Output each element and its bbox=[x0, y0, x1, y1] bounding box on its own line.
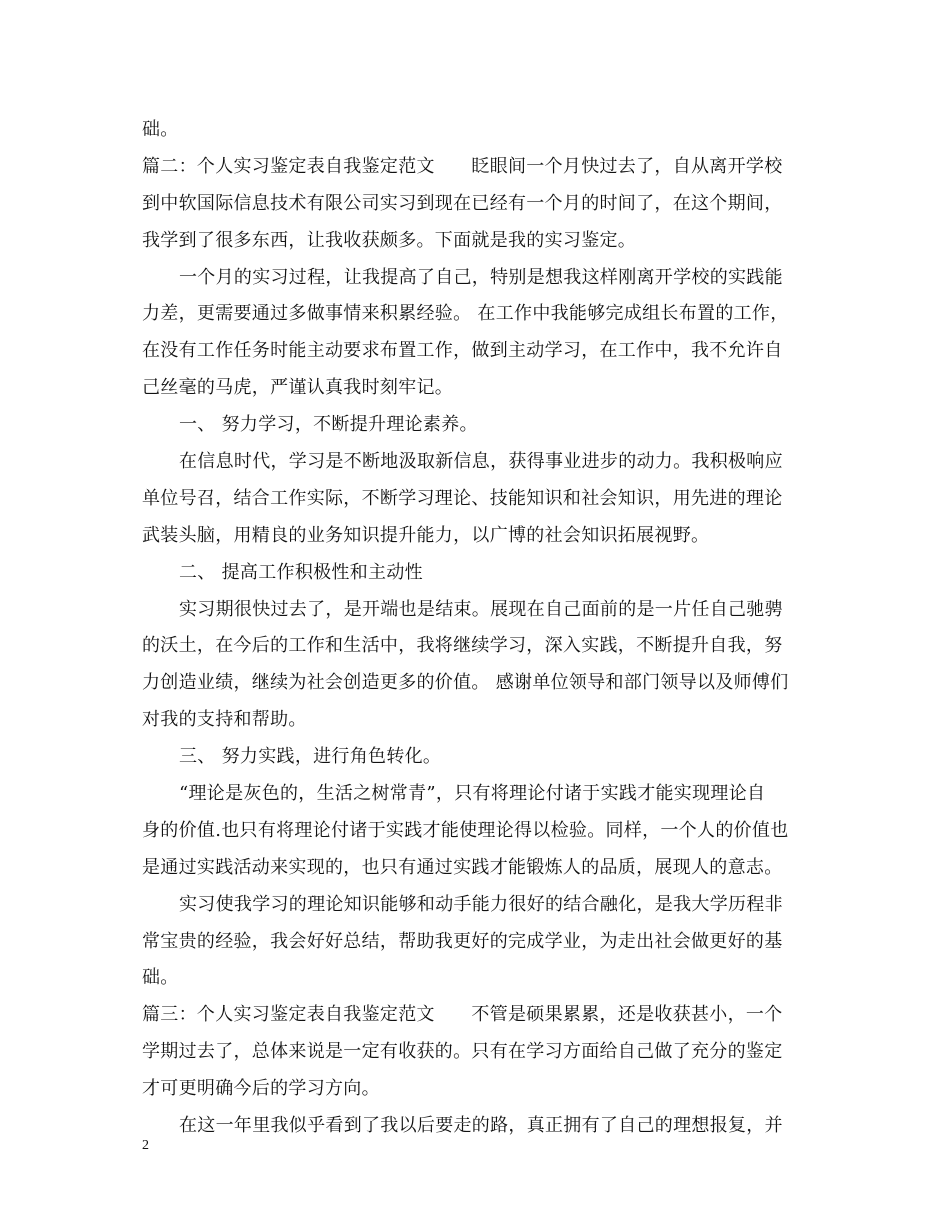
text-line: 力创造业绩，继续为社会创造更多的价值。 感谢单位领导和部门领导以及师傅们 bbox=[142, 672, 789, 694]
text-line: 实习期很快过去了，是开端也是结束。展现在自己面前的是一片任自己驰骋 bbox=[179, 598, 783, 620]
text-line: 对我的支持和帮助。 bbox=[142, 709, 307, 731]
text-line: 在没有工作任务时能主动要求布置工作，做到主动学习，在工作中，我不允许自 bbox=[142, 340, 783, 362]
text-line: 的沃土，在今后的工作和生活中，我将继续学习，深入实践，不断提升自我，努 bbox=[142, 635, 783, 657]
text-line: 身的价值.也只有将理论付诸于实践才能使理论得以检验。同样，一个人的价值也 bbox=[142, 819, 789, 841]
text-line: 础。 bbox=[142, 119, 179, 140]
text-line: 二、 提高工作积极性和主动性 bbox=[179, 561, 423, 583]
text-line: 学期过去了，总体来说是一定有收获的。只有在学习方面给自己做了充分的鉴定 bbox=[142, 1041, 783, 1063]
text-line: 单位号召，结合工作实际，不断学习理论、技能知识和社会知识，用先进的理论 bbox=[142, 487, 783, 509]
text-line: 三、 努力实践，进行角色转化。 bbox=[179, 746, 442, 768]
text-line: 一个月的实习过程，让我提高了自己，特别是想我这样刚离开学校的实践能 bbox=[179, 266, 783, 288]
text-line: 篇三：个人实习鉴定表自我鉴定范文 不管是硕果累累，还是收获甚小，一个 bbox=[142, 1004, 783, 1026]
text-line: 础。 bbox=[142, 967, 179, 989]
text-line: 篇二：个人实习鉴定表自我鉴定范文 眨眼间一个月快过去了，自从离开学校 bbox=[142, 155, 783, 177]
text-line: 一、 努力学习，不断提升理论素养。 bbox=[179, 414, 478, 436]
text-line: 武装头脑，用精良的业务知识提升能力，以广博的社会知识拓展视野。 bbox=[142, 524, 710, 546]
document-body bbox=[142, 112, 812, 1145]
text-line: 实习使我学习的理论知识能够和动手能力很好的结合融化，是我大学历程非 bbox=[179, 893, 783, 915]
text-line: 到中软国际信息技术有限公司实习到现在已经有一个月的时间了，在这个期间， bbox=[142, 192, 783, 214]
text-line: 己丝毫的马虎，严谨认真我时刻牢记。 bbox=[142, 377, 454, 399]
text-line: 在信息时代，学习是不断地汲取新信息，获得事业进步的动力。我积极响应 bbox=[179, 451, 783, 473]
text-line: 才可更明确今后的学习方向。 bbox=[142, 1078, 380, 1100]
text-line: 我学到了很多东西，让我收获颇多。下面就是我的实习鉴定。 bbox=[142, 229, 637, 251]
text-line: 是通过实践活动来实现的，也只有通过实践才能锻炼人的品质，展现人的意志。 bbox=[142, 856, 783, 878]
page-number: 2 bbox=[142, 1138, 149, 1153]
text-line: 常宝贵的经验，我会好好总结，帮助我更好的完成学业，为走出社会做更好的基 bbox=[142, 930, 783, 952]
text-line: 力差，更需要通过多做事情来积累经验。 在工作中我能够完成组长布置的工作， bbox=[142, 303, 789, 325]
text-line: “理论是灰色的，生活之树常青”，只有将理论付诸于实践才能实现理论自 bbox=[179, 783, 766, 805]
text-line: 在这一年里我似乎看到了我以后要走的路，真正拥有了自己的理想报复，并 bbox=[179, 1115, 783, 1137]
